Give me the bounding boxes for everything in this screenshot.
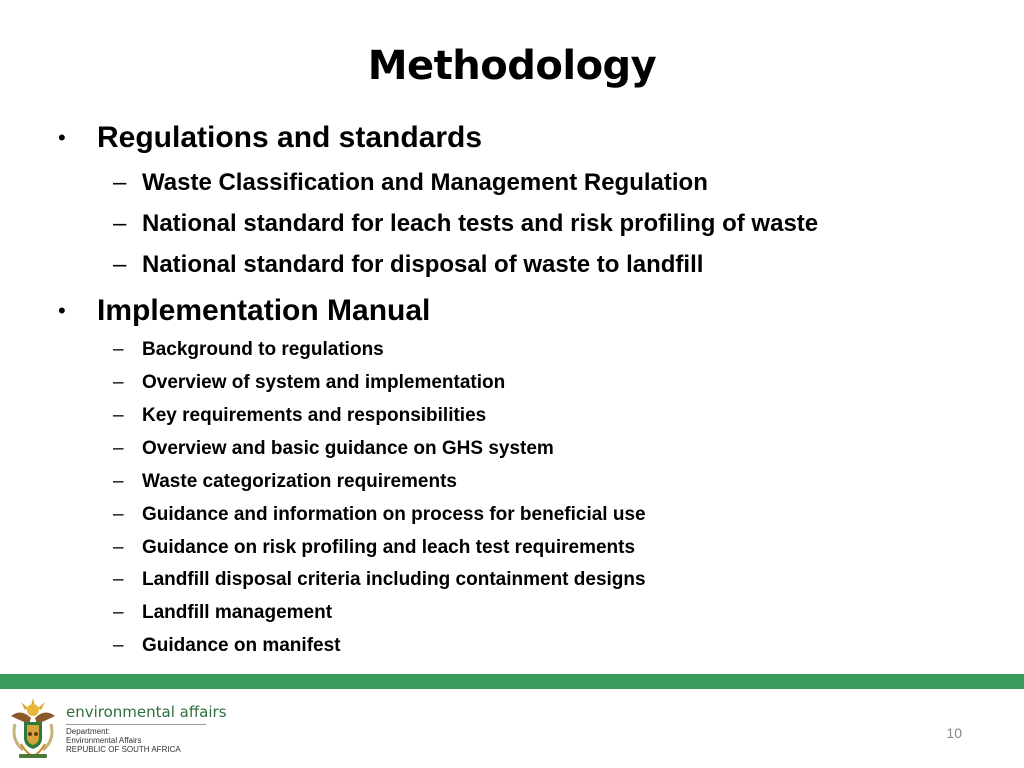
list-item-text: Landfill management [142, 602, 333, 623]
divider [66, 724, 206, 725]
coat-of-arms-icon [7, 694, 59, 760]
dash: – [113, 537, 124, 558]
dash: – [113, 405, 124, 426]
department-line: Department: [66, 727, 111, 736]
bullet-label: Implementation Manual [97, 294, 431, 327]
bullet-label: Regulations and standards [97, 121, 483, 154]
footer-accent-bar [0, 674, 1024, 689]
dash: – [113, 169, 127, 196]
list-item-text: National standard for leach tests and risk profiling of waste [142, 210, 819, 237]
list-item-text: National standard for disposal of waste to landfill [142, 251, 704, 278]
dash: – [113, 438, 124, 459]
dash: – [113, 372, 124, 393]
list-item-text: Waste categorization requirements [142, 471, 457, 492]
page-number: 10 [946, 725, 962, 741]
list-item-text: Overview of system and implementation [142, 372, 506, 393]
dash: – [113, 251, 127, 278]
bullet-dot: • [58, 298, 66, 323]
bullet-dot: • [58, 125, 66, 150]
list-item-text: Background to regulations [142, 339, 384, 360]
dash: – [113, 210, 127, 237]
dash: – [113, 339, 124, 360]
dash: – [113, 635, 124, 656]
slide-title: Methodology [367, 43, 657, 89]
list-item-text: Waste Classification and Management Regulation [142, 169, 708, 196]
slide-footer [0, 689, 1024, 768]
department-name: environmental affairs [66, 703, 227, 721]
list-item-text: Overview and basic guidance on GHS system [142, 438, 554, 459]
list-item-text: Guidance and information on process for beneficial use [142, 504, 646, 525]
dash: – [113, 569, 124, 590]
list-item-text: Guidance on risk profiling and leach test requirements [142, 537, 636, 558]
department-line: REPUBLIC OF SOUTH AFRICA [66, 745, 181, 754]
department-line: Environmental Affairs [66, 736, 142, 745]
dash: – [113, 471, 124, 492]
list-item-text: Guidance on manifest [142, 635, 341, 656]
list-item-text: Landfill disposal criteria including containment designs [142, 569, 646, 590]
list-item-text: Key requirements and responsibilities [142, 405, 487, 426]
dash: – [113, 602, 124, 623]
dash: – [113, 504, 124, 525]
